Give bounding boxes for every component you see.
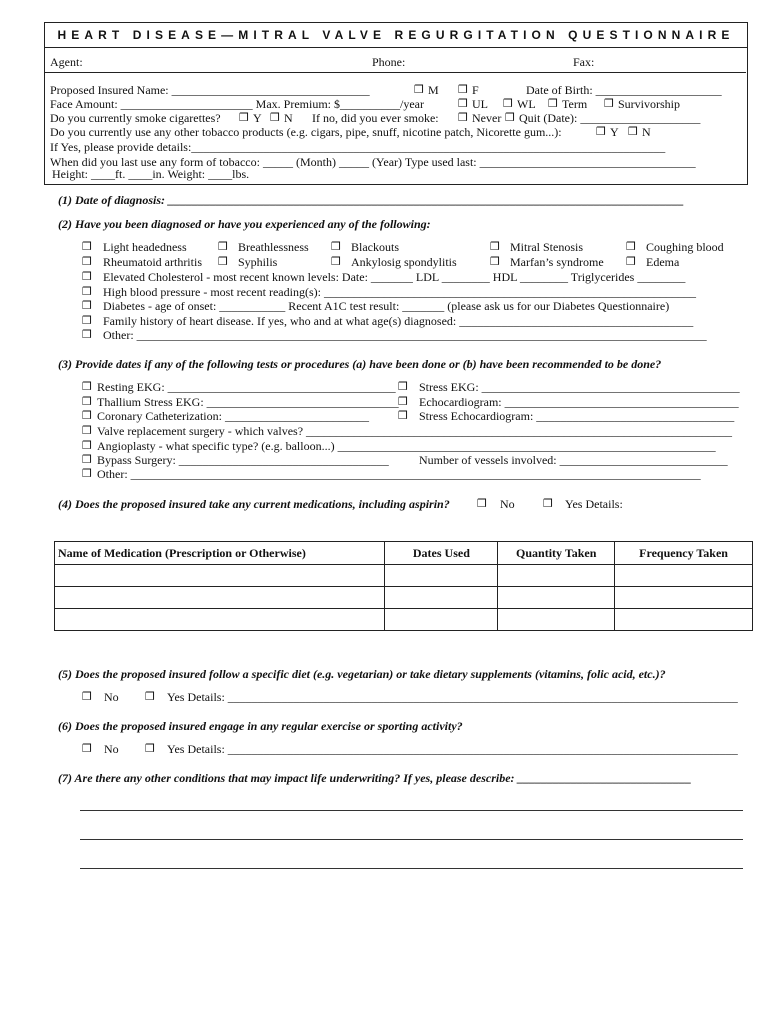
q7-question[interactable]: (7) Are there any other conditions that may impact life underwriting? If yes, please describe: _____________________________ (58, 771, 692, 785)
checkbox-icon[interactable]: ❒ (82, 395, 92, 408)
bypass-field[interactable]: Bypass Surgery: ___________________________________ (97, 453, 389, 467)
checkbox-icon[interactable]: ❒ (82, 380, 92, 393)
quantity-cell[interactable] (498, 587, 615, 609)
quantity-cell[interactable] (498, 565, 615, 587)
blood-pressure-field[interactable]: High blood pressure - most recent reading(s): ______________________________________________________________ (103, 285, 696, 299)
stress-ekg-field[interactable]: Stress EKG: ___________________________________________ (419, 380, 740, 394)
tobacco-y-label: Y (610, 125, 619, 139)
never-label: Never (472, 111, 502, 125)
checkbox-icon[interactable]: ❒ (82, 270, 92, 283)
catheterization-field[interactable]: Coronary Catheterization: ________________________ (97, 409, 369, 423)
table-row (55, 565, 753, 587)
checkbox-icon[interactable]: ❒ (218, 240, 228, 253)
valve-field[interactable]: Valve replacement surgery - which valves? _______________________________________________________________________ (97, 424, 733, 438)
q7-answer-line[interactable] (80, 868, 743, 869)
light-headedness-label: Light headedness (103, 240, 187, 254)
q5-details-field[interactable]: Yes Details: _____________________________________________________________________________________ (167, 690, 738, 704)
checkbox-icon[interactable]: ❒ (82, 328, 92, 341)
breathlessness-label: Breathlessness (238, 240, 309, 254)
quantity-header: Quantity Taken (498, 542, 615, 565)
checkbox-icon[interactable]: ❒ (82, 314, 92, 327)
face-amount-field[interactable]: Face Amount: ______________________ Max. Premium: $__________/year (50, 97, 424, 111)
echo-field[interactable]: Echocardiogram: _______________________________________ (419, 395, 739, 409)
checkbox-icon[interactable]: ❒ (414, 83, 424, 96)
checkbox-icon[interactable]: ❒ (604, 97, 614, 110)
insured-name-field[interactable]: Proposed Insured Name: _________________________________ (50, 83, 370, 97)
checkbox-icon[interactable]: ❒ (82, 439, 92, 452)
smoke-n-label: N (284, 111, 293, 125)
medication-name-cell[interactable] (55, 587, 385, 609)
edema-label: Edema (646, 255, 680, 269)
q3-question: (3) Provide dates if any of the following tests or procedures (a) have been done or (b) have been recommended to be done? (58, 357, 662, 371)
dates-used-cell[interactable] (385, 609, 498, 631)
checkbox-icon[interactable]: ❒ (458, 111, 468, 124)
checkbox-icon[interactable]: ❒ (596, 125, 606, 138)
ul-label: UL (472, 97, 488, 111)
term-label: Term (562, 97, 588, 111)
checkbox-icon[interactable]: ❒ (270, 111, 280, 124)
checkbox-icon[interactable]: ❒ (490, 240, 500, 253)
fax-field[interactable]: Fax: (573, 55, 595, 69)
checkbox-icon[interactable]: ❒ (82, 453, 92, 466)
page-title: HEART DISEASE—MITRAL VALVE REGURGITATION QUESTIONNAIRE (44, 22, 748, 48)
checkbox-icon[interactable]: ❒ (82, 240, 92, 253)
tobacco-n-label: N (642, 125, 651, 139)
cholesterol-field[interactable]: Elevated Cholesterol - most recent known levels: Date: _______ LDL ________ HDL ________ Triglycerides ________ (103, 270, 686, 284)
gender-m-label: M (428, 83, 439, 97)
checkbox-icon[interactable]: ❒ (477, 497, 487, 510)
checkbox-icon[interactable]: ❒ (145, 742, 155, 755)
q7-answer-line[interactable] (80, 839, 743, 840)
mitral-stenosis-label: Mitral Stenosis (510, 240, 584, 254)
dob-field[interactable]: Date of Birth: _____________________ (526, 83, 722, 97)
checkbox-icon[interactable]: ❒ (82, 409, 92, 422)
height-weight-field[interactable]: Height: ____ft. ____in. Weight: ____lbs. (52, 167, 250, 181)
medication-name-header: Name of Medication (Prescription or Otherwise) (55, 542, 385, 565)
header-divider (44, 72, 746, 73)
thallium-field[interactable]: Thallium Stress EKG: ________________________________ (97, 395, 399, 409)
q4-question: (4) Does the proposed insured take any current medications, including aspirin? (58, 497, 450, 511)
checkbox-icon[interactable]: ❒ (331, 240, 341, 253)
dates-used-cell[interactable] (385, 565, 498, 587)
coughing-blood-label: Coughing blood (646, 240, 724, 254)
checkbox-icon[interactable]: ❒ (82, 299, 92, 312)
checkbox-icon[interactable]: ❒ (82, 467, 92, 480)
ever-smoke-label: If no, did you ever smoke: (312, 111, 439, 125)
checkbox-icon[interactable]: ❒ (548, 97, 558, 110)
last-tobacco-field[interactable]: When did you last use any form of tobacco: _____ (Month) _____ (Year) Type used last: ____________________________________ (50, 155, 696, 169)
frequency-cell[interactable] (615, 587, 753, 609)
q4-yes-label: Yes Details: (565, 497, 623, 511)
angioplasty-field[interactable]: Angioplasty - what specific type? (e.g. balloon...) _______________________________________________________________ (97, 439, 716, 453)
q4-no-label: No (500, 497, 515, 511)
tobacco-question: Do you currently use any other tobacco products (e.g. cigars, pipe, snuff, nicotine patch, Nicorette gum...): (50, 125, 562, 139)
dates-used-cell[interactable] (385, 587, 498, 609)
medication-name-cell[interactable] (55, 609, 385, 631)
checkbox-icon[interactable]: ❒ (505, 111, 515, 124)
checkbox-icon[interactable]: ❒ (628, 125, 638, 138)
q3-other-field[interactable]: Other: _______________________________________________________________________________________________ (97, 467, 701, 481)
q5-no-label: No (104, 690, 119, 704)
smoke-question: Do you currently smoke cigarettes? (50, 111, 221, 125)
dates-used-header: Dates Used (385, 542, 498, 565)
checkbox-icon[interactable]: ❒ (145, 690, 155, 703)
quantity-cell[interactable] (498, 609, 615, 631)
q7-answer-line[interactable] (80, 810, 743, 811)
checkbox-icon[interactable]: ❒ (626, 240, 636, 253)
wl-label: WL (517, 97, 536, 111)
checkbox-icon[interactable]: ❒ (82, 424, 92, 437)
q6-no-label: No (104, 742, 119, 756)
checkbox-icon[interactable]: ❒ (398, 380, 408, 393)
checkbox-icon[interactable]: ❒ (458, 97, 468, 110)
checkbox-icon[interactable]: ❒ (398, 409, 408, 422)
checkbox-icon[interactable]: ❒ (82, 742, 92, 755)
q6-details-field[interactable]: Yes Details: _____________________________________________________________________________________ (167, 742, 738, 756)
checkbox-icon[interactable]: ❒ (626, 255, 636, 268)
checkbox-icon[interactable]: ❒ (458, 83, 468, 96)
rheumatoid-label: Rheumatoid arthritis (103, 255, 202, 269)
frequency-cell[interactable] (615, 609, 753, 631)
agent-field[interactable]: Agent: (50, 55, 83, 69)
stress-echo-field[interactable]: Stress Echocardiogram: _________________________________ (419, 409, 735, 423)
frequency-header: Frequency Taken (615, 542, 753, 565)
ankylosig-label: Ankylosig spondylitis (351, 255, 457, 269)
checkbox-icon[interactable]: ❒ (398, 395, 408, 408)
checkbox-icon[interactable]: ❒ (543, 497, 553, 510)
q5-question: (5) Does the proposed insured follow a specific diet (e.g. vegetarian) or take dietary supplements (vitamins, folic acid, etc.)? (58, 667, 666, 681)
table-row (55, 587, 753, 609)
blackouts-label: Blackouts (351, 240, 399, 254)
checkbox-icon[interactable]: ❒ (331, 255, 341, 268)
smoke-y-label: Y (253, 111, 262, 125)
q2-question: (2) Have you been diagnosed or have you experienced any of the following: (58, 217, 431, 231)
survivorship-label: Survivorship (618, 97, 681, 111)
table-header-row (55, 542, 753, 565)
quit-date-field[interactable]: Quit (Date): ____________________ (519, 111, 701, 125)
checkbox-icon[interactable]: ❒ (503, 97, 513, 110)
q6-question: (6) Does the proposed insured engage in any regular exercise or sporting activity? (58, 719, 463, 733)
resting-ekg-field[interactable]: Resting EKG: ______________________________________ (97, 380, 396, 394)
checkbox-icon[interactable]: ❒ (82, 690, 92, 703)
family-history-field[interactable]: Family history of heart disease. If yes, who and at what age(s) diagnosed: _______________________________________ (103, 314, 694, 328)
checkbox-icon[interactable]: ❒ (82, 255, 92, 268)
checkbox-icon[interactable]: ❒ (82, 285, 92, 298)
marfan-label: Marfan’s syndrome (510, 255, 604, 269)
checkbox-icon[interactable]: ❒ (239, 111, 249, 124)
q2-other-field[interactable]: Other: _______________________________________________________________________________________________ (103, 328, 707, 342)
medication-table (54, 541, 753, 631)
q1-date-of-diagnosis[interactable]: (1) Date of diagnosis: ______________________________________________________________________________________ (58, 193, 684, 207)
table-row (55, 609, 753, 631)
phone-field[interactable]: Phone: (372, 55, 406, 69)
syphilis-label: Syphilis (238, 255, 278, 269)
gender-f-label: F (472, 83, 479, 97)
checkbox-icon[interactable]: ❒ (218, 255, 228, 268)
frequency-cell[interactable] (615, 565, 753, 587)
checkbox-icon[interactable]: ❒ (490, 255, 500, 268)
vessels-field[interactable]: Number of vessels involved: ____________________________ (419, 453, 728, 467)
medication-name-cell[interactable] (55, 565, 385, 587)
tobacco-details-field[interactable]: If Yes, please provide details:_______________________________________________________________________________ (50, 140, 666, 154)
diabetes-field[interactable]: Diabetes - age of onset: ___________ Recent A1C test result: _______ (please ask us for our Diabetes Questionnaire) (103, 299, 670, 313)
